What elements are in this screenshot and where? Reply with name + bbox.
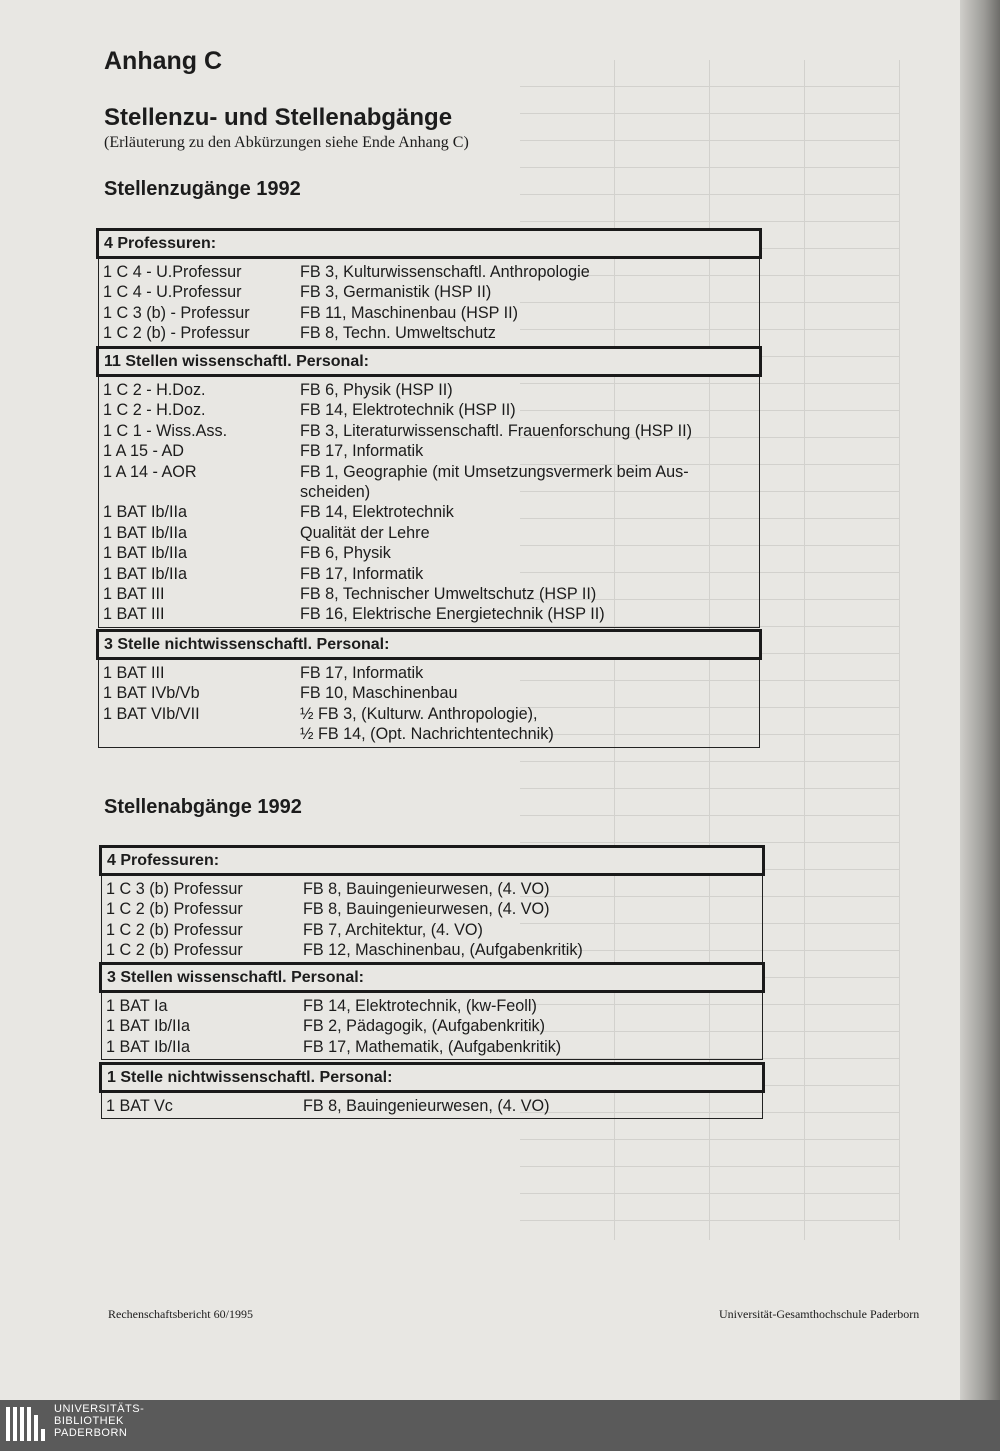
library-line: PADERBORN: [54, 1427, 128, 1439]
table-row: [103, 441, 755, 461]
table-row: [106, 899, 758, 919]
position: 1 BAT Ib/IIa: [103, 544, 187, 563]
position: 1 C 2 (b) - Professur: [103, 324, 250, 343]
group-heading: 4 Professuren:: [96, 228, 762, 259]
abgaenge-group-nichtwiss-personal: [101, 1062, 763, 1119]
detail: FB 14, Elektrotechnik: [300, 503, 454, 522]
group-heading: 4 Professuren:: [99, 845, 765, 876]
table-row: [103, 400, 755, 420]
table-row: [106, 1037, 758, 1057]
table-row: [103, 282, 755, 302]
group-heading: 11 Stellen wissenschaftl. Personal:: [96, 346, 762, 377]
position: 1 BAT Ib/IIa: [103, 503, 187, 522]
detail: FB 3, Kulturwissenschaftl. Anthropologie: [300, 263, 590, 281]
abgaenge-title: Stellenabgänge 1992: [104, 796, 302, 818]
table-row: [103, 584, 755, 604]
position: 1 C 4 - U.Professur: [103, 283, 242, 302]
detail: FB 14, Elektrotechnik (HSP II): [300, 401, 516, 420]
group-heading: 3 Stelle nichtwissenschaftl. Personal:: [96, 629, 762, 660]
detail: FB 8, Bauingenieurwesen, (4. VO): [303, 880, 550, 898]
table-row: [103, 462, 755, 482]
detail: FB 3, Germanistik (HSP II): [300, 283, 492, 302]
position: 1 BAT VIb/VII: [103, 704, 200, 723]
abgaenge-group-professuren: [101, 845, 763, 964]
position: 1 BAT III: [103, 585, 165, 604]
zugaenge-group-professuren: [98, 228, 760, 347]
detail: FB 6, Physik (HSP II): [300, 381, 453, 399]
position: 1 BAT III: [103, 664, 165, 682]
position: 1 BAT Ia: [106, 997, 168, 1015]
table-row: [106, 1096, 758, 1116]
detail: FB 14, Elektrotechnik, (kw-Feoll): [303, 997, 537, 1015]
table-row: [103, 262, 755, 282]
table-row: [106, 920, 758, 940]
detail: FB 8, Bauingenieurwesen, (4. VO): [303, 1097, 550, 1115]
position: 1 BAT Ib/IIa: [106, 1017, 190, 1036]
position: 1 C 3 (b) Professur: [106, 880, 243, 898]
title-note: (Erläuterung zu den Abkürzungen siehe Ende Anhang C): [104, 134, 469, 151]
position: [103, 482, 300, 502]
detail: FB 8, Bauingenieurwesen, (4. VO): [303, 900, 550, 919]
abgaenge-group-wiss-personal: [101, 962, 763, 1060]
position: 1 BAT Vc: [106, 1097, 173, 1115]
footer-university: Universität-Gesamthochschule Paderborn: [719, 1307, 920, 1321]
position: 1 A 15 - AD: [103, 442, 184, 461]
detail: FB 12, Maschinenbau, (Aufgabenkritik): [303, 941, 583, 960]
detail: FB 3, Literaturwissenschaftl. Frauenforschung (HSP II): [300, 421, 692, 440]
library-logo-icon: [6, 1407, 46, 1447]
table-row: [103, 543, 755, 563]
table-row: [103, 683, 755, 703]
library-banner: [0, 1400, 1000, 1451]
table-row: [103, 421, 755, 441]
table-row: [103, 604, 755, 624]
table-row: [103, 663, 755, 683]
detail: FB 17, Informatik: [300, 564, 424, 583]
appendix-label: Anhang C: [104, 47, 223, 75]
detail: FB 10, Maschinenbau: [300, 684, 458, 703]
position: 1 C 3 (b) - Professur: [103, 303, 250, 322]
position: [103, 724, 300, 744]
detail: FB 8, Technischer Umweltschutz (HSP II): [300, 585, 597, 604]
detail: FB 17, Informatik: [300, 664, 424, 682]
detail: FB 6, Physik: [300, 544, 391, 563]
book-spine-edge: [960, 0, 1000, 1400]
zugaenge-group-wiss-personal: [98, 346, 760, 628]
detail: FB 17, Informatik: [300, 442, 424, 461]
zugaenge-title: Stellenzugänge 1992: [104, 178, 301, 200]
position: 1 C 1 - Wiss.Ass.: [103, 421, 228, 440]
position: 1 BAT IVb/Vb: [103, 684, 200, 703]
library-line: BIBLIOTHEK: [54, 1415, 124, 1427]
page-title: Stellenzu- und Stellenabgänge: [104, 104, 453, 131]
position: 1 BAT Ib/IIa: [106, 1037, 190, 1056]
table-row: [103, 303, 755, 323]
position: 1 C 2 - H.Doz.: [103, 401, 206, 420]
detail: scheiden): [300, 483, 371, 502]
position: 1 A 14 - AOR: [103, 462, 197, 481]
position: 1 BAT III: [103, 605, 165, 624]
position: 1 BAT Ib/IIa: [103, 564, 187, 583]
table-row: [106, 996, 758, 1016]
detail: ½ FB 3, (Kulturw. Anthropologie),: [300, 704, 538, 723]
detail: ½ FB 14, (Opt. Nachrichtentechnik): [300, 725, 554, 744]
detail: FB 7, Architektur, (4. VO): [303, 920, 483, 939]
detail: FB 17, Mathematik, (Aufgabenkritik): [303, 1037, 562, 1056]
detail: FB 11, Maschinenbau (HSP II): [300, 303, 519, 322]
library-name: [54, 1403, 144, 1439]
position: 1 C 2 (b) Professur: [106, 900, 243, 919]
table-row: [103, 564, 755, 584]
table-row: [106, 1016, 758, 1036]
position: 1 BAT Ib/IIa: [103, 523, 187, 542]
group-heading: 1 Stelle nichtwissenschaftl. Personal:: [99, 1062, 765, 1093]
detail: FB 8, Techn. Umweltschutz: [300, 324, 496, 343]
table-row: [103, 482, 755, 502]
group-heading: 3 Stellen wissenschaftl. Personal:: [99, 962, 765, 993]
table-row: [103, 724, 755, 744]
footer-report: Rechenschaftsbericht 60/1995: [108, 1307, 253, 1321]
zugaenge-group-nichtwiss-personal: [98, 629, 760, 748]
position: 1 C 4 - U.Professur: [103, 263, 242, 281]
position: 1 C 2 (b) Professur: [106, 941, 243, 960]
position: 1 C 2 - H.Doz.: [103, 381, 206, 399]
table-row: [106, 879, 758, 899]
detail: FB 2, Pädagogik, (Aufgabenkritik): [303, 1017, 546, 1036]
table-row: [103, 523, 755, 543]
table-row: [103, 502, 755, 522]
table-row: [103, 704, 755, 724]
detail: FB 16, Elektrische Energietechnik (HSP II): [300, 605, 605, 624]
detail: FB 1, Geographie (mit Umsetzungsvermerk beim Aus-: [300, 462, 689, 481]
table-row: [103, 380, 755, 400]
table-row: [106, 940, 758, 960]
position: 1 C 2 (b) Professur: [106, 920, 243, 939]
table-row: [103, 323, 755, 343]
library-line: UNIVERSITÄTS-: [54, 1403, 145, 1415]
detail: Qualität der Lehre: [300, 523, 430, 542]
